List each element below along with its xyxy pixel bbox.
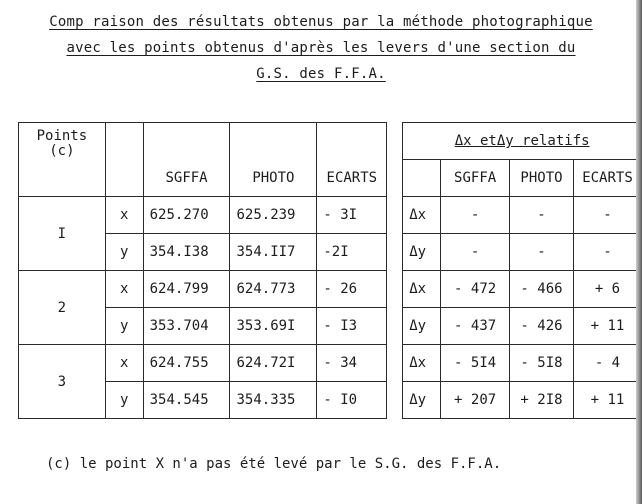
axis-cell: x <box>105 197 143 234</box>
rel-ecart-value: - <box>573 197 641 234</box>
delta-label: Δx <box>403 345 441 382</box>
rel-photo-value: - <box>510 197 574 234</box>
header-points <box>19 123 106 197</box>
rel-ecart-value: - <box>573 234 641 271</box>
header-points-note: (c) <box>49 143 75 159</box>
delta-label: Δx <box>403 271 441 308</box>
photo-value: 624.72I <box>230 345 317 382</box>
ecart-value: -2I <box>317 234 387 271</box>
delta-label: Δy <box>403 234 441 271</box>
header-ecarts: ECARTS <box>317 123 387 197</box>
document-title-line-3: G.S. des F.F.A. <box>256 66 386 82</box>
delta-label: Δy <box>403 308 441 345</box>
photo-value: 353.69I <box>230 308 317 345</box>
column-separator <box>387 382 403 419</box>
rel-sgffa-value: - <box>441 197 510 234</box>
rel-sgffa-value: + 207 <box>441 382 510 419</box>
sgffa-value: 624.799 <box>143 271 230 308</box>
table-header-row-1 <box>19 123 642 160</box>
header-relatifs: Δx etΔy relatifs <box>403 123 642 160</box>
axis-cell: x <box>105 345 143 382</box>
header-rel-photo: PHOTO <box>510 160 574 197</box>
page-edge-shadow <box>636 0 642 504</box>
rel-ecart-value: - 4 <box>573 345 641 382</box>
ecart-value: - I3 <box>317 308 387 345</box>
photo-value: 625.239 <box>230 197 317 234</box>
header-axis-blank <box>105 123 143 197</box>
axis-cell: y <box>105 308 143 345</box>
table-row <box>19 345 642 382</box>
sgffa-value: 354.I38 <box>143 234 230 271</box>
document-title-line-2: avec les points obtenus d'après les levers d'une section du <box>66 40 576 56</box>
photo-value: 354.II7 <box>230 234 317 271</box>
column-separator <box>387 308 403 345</box>
rel-sgffa-value: - 437 <box>441 308 510 345</box>
column-separator <box>387 197 403 234</box>
photo-value: 354.335 <box>230 382 317 419</box>
ecart-value: - 34 <box>317 345 387 382</box>
photo-value: 624.773 <box>230 271 317 308</box>
document-title-line-1: Comp raison des résultats obtenus par la méthode photographique <box>49 14 593 30</box>
ecart-value: - 3I <box>317 197 387 234</box>
footnote: (c) le point X n'a pas été levé par le S.G. des F.F.A. <box>46 456 502 472</box>
axis-cell: y <box>105 382 143 419</box>
rel-sgffa-value: - 472 <box>441 271 510 308</box>
comparison-table <box>18 122 642 419</box>
rel-photo-value: - <box>510 234 574 271</box>
point-label: 2 <box>19 271 106 345</box>
table-row <box>19 308 642 345</box>
table-row <box>19 197 642 234</box>
delta-label: Δx <box>403 197 441 234</box>
axis-cell: y <box>105 234 143 271</box>
sgffa-value: 354.545 <box>143 382 230 419</box>
header-rel-sgffa: SGFFA <box>441 160 510 197</box>
header-photo: PHOTO <box>230 123 317 197</box>
column-separator <box>387 234 403 271</box>
header-points-label: Points <box>36 128 88 144</box>
sgffa-value: 353.704 <box>143 308 230 345</box>
column-separator <box>387 271 403 308</box>
column-separator <box>387 345 403 382</box>
header-rel-ecarts: ECARTS <box>573 160 641 197</box>
axis-cell: x <box>105 271 143 308</box>
table-row <box>19 271 642 308</box>
rel-photo-value: - 466 <box>510 271 574 308</box>
point-label: 3 <box>19 345 106 419</box>
sgffa-value: 624.755 <box>143 345 230 382</box>
header-delta-blank <box>403 160 441 197</box>
ecart-value: - 26 <box>317 271 387 308</box>
rel-ecart-value: + 11 <box>573 382 641 419</box>
header-sgffa: SGFFA <box>143 123 230 197</box>
column-separator <box>387 123 403 197</box>
table-row <box>19 234 642 271</box>
rel-sgffa-value: - 5I4 <box>441 345 510 382</box>
rel-ecart-value: + 11 <box>573 308 641 345</box>
rel-ecart-value: + 6 <box>573 271 641 308</box>
rel-sgffa-value: - <box>441 234 510 271</box>
delta-label: Δy <box>403 382 441 419</box>
rel-photo-value: + 2I8 <box>510 382 574 419</box>
rel-photo-value: - 426 <box>510 308 574 345</box>
point-label: I <box>19 197 106 271</box>
rel-photo-value: - 5I8 <box>510 345 574 382</box>
ecart-value: - I0 <box>317 382 387 419</box>
sgffa-value: 625.270 <box>143 197 230 234</box>
table-row <box>19 382 642 419</box>
